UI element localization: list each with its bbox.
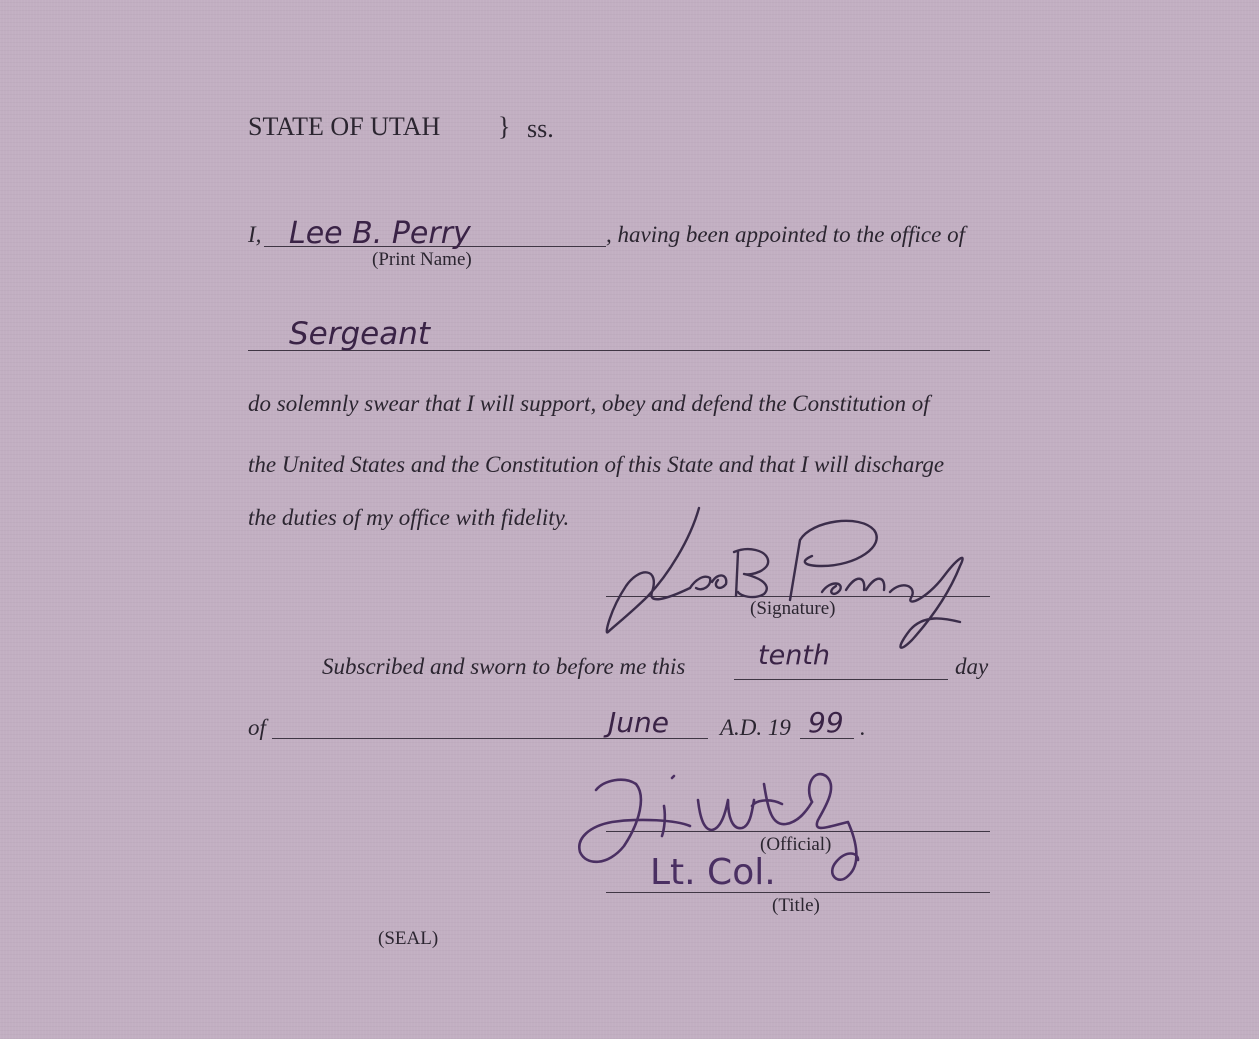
oath-line-2: the United States and the Constitution of this State and that I will discharge xyxy=(248,452,945,477)
day-word: day xyxy=(955,654,989,679)
print-name-label: (Print Name) xyxy=(372,249,472,270)
handwritten-day: tenth xyxy=(758,640,831,671)
oath-prefix: I, xyxy=(248,222,262,247)
oath-line-3: the duties of my office with fidelity. xyxy=(248,505,570,530)
end-period: . xyxy=(860,715,866,740)
official-label: (Official) xyxy=(760,834,832,855)
ss-abbrev: ss. xyxy=(527,114,554,143)
signature-line xyxy=(606,596,990,597)
appointed-text: , having been appointed to the office of xyxy=(606,222,965,247)
of-word: of xyxy=(248,715,266,740)
handwritten-name: Lee B. Perry xyxy=(289,216,471,251)
title-label: (Title) xyxy=(772,895,820,916)
ad-text: A.D. 19 xyxy=(720,715,791,740)
subscribed-text: Subscribed and sworn to before me this xyxy=(322,654,686,679)
handwritten-year: 99 xyxy=(808,706,844,739)
seal-label: (SEAL) xyxy=(378,928,439,949)
state-heading: STATE OF UTAH xyxy=(248,112,441,141)
official-line xyxy=(606,831,990,832)
signature-label: (Signature) xyxy=(750,598,836,619)
handwritten-office: Sergeant xyxy=(289,316,431,352)
oath-line-1: do solemnly swear that I will support, obey and defend the Constitution of xyxy=(248,391,930,416)
handwritten-month: June xyxy=(608,706,669,739)
brace: } xyxy=(498,112,511,141)
handwritten-title: Lt. Col. xyxy=(650,852,776,893)
day-line xyxy=(734,679,948,680)
